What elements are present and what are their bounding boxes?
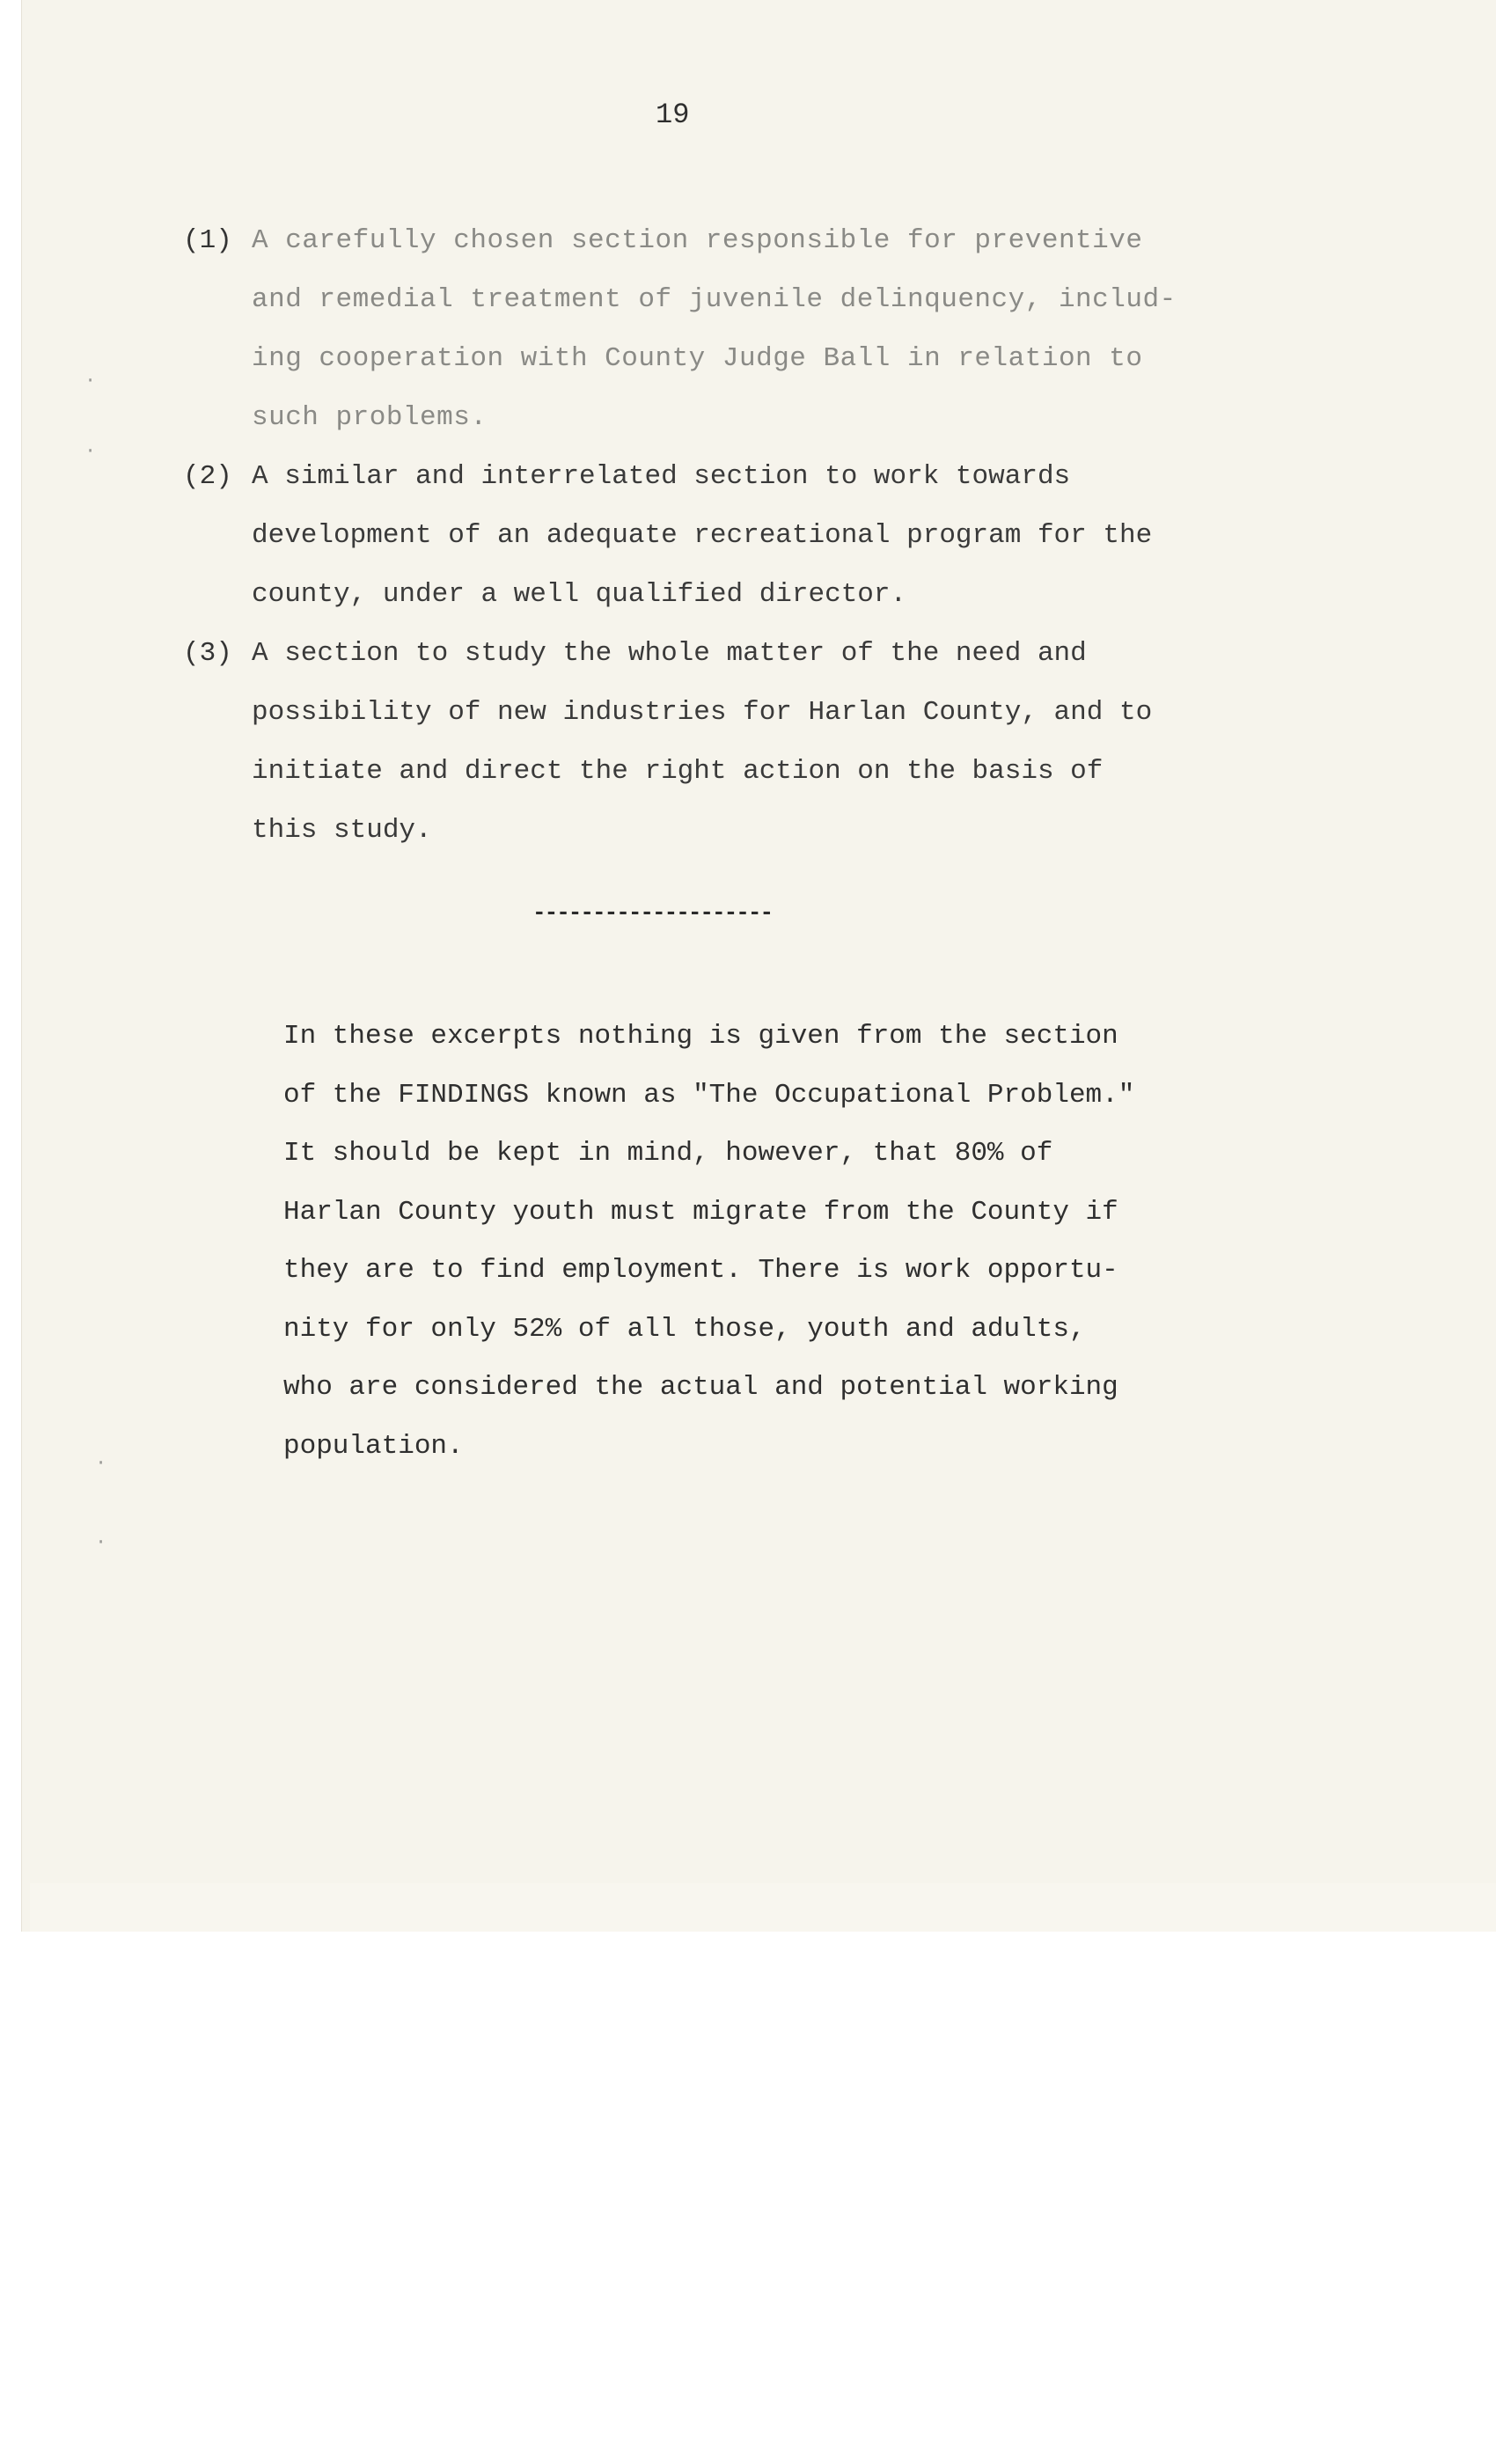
list-item bbox=[183, 447, 1257, 624]
list-item bbox=[183, 211, 1257, 447]
margin-mark: · bbox=[95, 1531, 107, 1553]
page-bottom-edge bbox=[30, 1883, 1496, 1932]
margin-mark: · bbox=[95, 1452, 107, 1474]
list-item-number: (3) bbox=[183, 638, 232, 669]
list-item-number: (1) bbox=[183, 225, 232, 256]
margin-mark: · bbox=[84, 370, 97, 392]
page-number: 19 bbox=[656, 99, 690, 131]
list-item-text: A carefully chosen section responsible for preventive and remedial treatment of juvenile delinquency, includ- ing cooperation with County Judge Ball in relation to such problems. bbox=[252, 225, 1177, 433]
recommendations-list bbox=[183, 211, 1257, 860]
list-item bbox=[183, 624, 1257, 860]
section-separator: -------------------- bbox=[532, 899, 773, 926]
closing-paragraph: In these excerpts nothing is given from the section of the FINDINGS known as "The Occupational Problem." It should be kept in mind, however, that 80% of Harlan County youth must migrate from the County if they are to find employment. There is work opportu- nity for only 52% of all those, youth and adults, who are considered the actual and potential working population. bbox=[283, 1021, 1135, 1462]
list-item-text: A similar and interrelated section to work towards development of an adequate recreational program for the county, under a well qualified director. bbox=[252, 461, 1153, 610]
list-item-number: (2) bbox=[183, 461, 232, 492]
margin-mark: · bbox=[84, 440, 97, 462]
list-item-text: A section to study the whole matter of the need and possibility of new industries for Harlan County, and to initiate and direct the right action on the basis of this study. bbox=[252, 638, 1153, 846]
